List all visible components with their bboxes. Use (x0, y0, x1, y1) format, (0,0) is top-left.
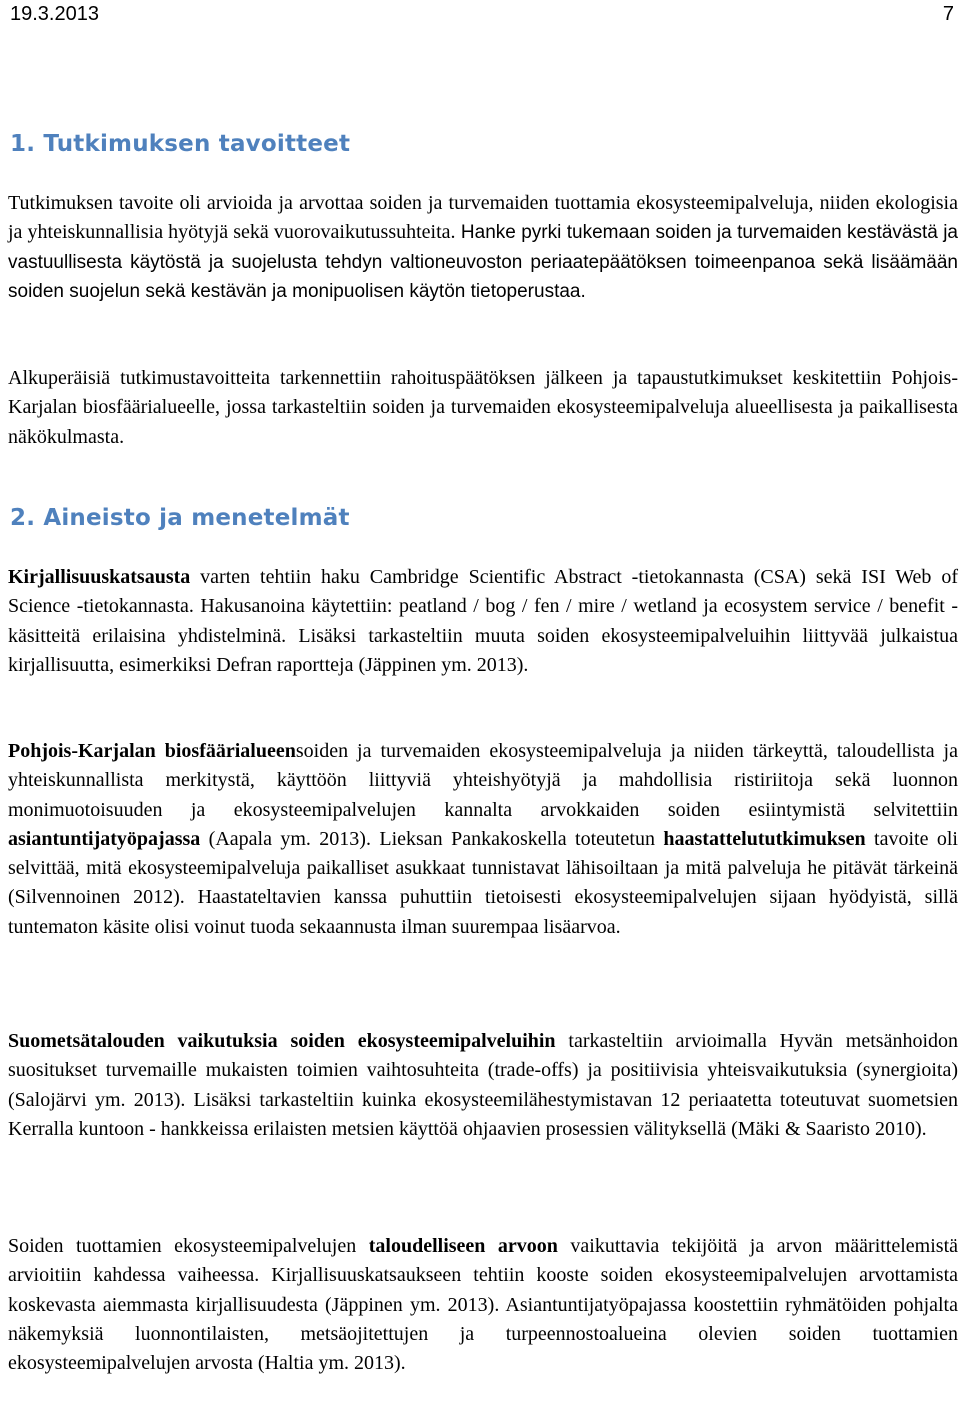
paragraph-original-goals: Alkuperäisiä tutkimustavoitteita tarkennettiin rahoituspäätöksen jälkeen ja tapaustutkimukset keskitettiin Pohjois-Karjalan biosfäärialueelle, jossa tarkasteltiin soiden ja turvemaiden ekosysteemipalveluja alueellisesta ja paikallisesta näkökulmasta. (8, 367, 958, 448)
paragraph-goals (8, 189, 958, 306)
text-economic-value-2: vaikuttavia tekijöitä ja arvon määrittelemistä arvioitiin kahdessa vaiheessa. Kirjallisuuskatsaukseen tehtiin kooste soiden ekosysteemipalvelujen arvottamista koskevasta aiemmasta kirjallisuudesta (Jäppinen ym. 2013). Asiantuntijatyöpajassa koostettiin ryhmätöiden pohjalta näkemyksiä luonnontilaisten, metsäojitettujen ja turpeennostoalueina olevien soiden tuottamien ekosysteemipalvelujen arvosta (Haltia ym. 2013). (8, 1235, 959, 1375)
text-biosphere-area-1: soiden ja turvemaiden ekosysteemipalveluja ja niiden tärkeyttä, taloudellista ja yhteiskunnallista merkitystä, käyttöön liittyviä yhteishyötyjä ja mahdollisia ristiriitoja sekä luonnon monimuotoisuuden ja ekosysteemipalvelujen kannalta arvokkaiden soiden esiintymistä selvitettiin (8, 740, 958, 821)
emphasis-peatland-forestry: Suometsätalouden vaikutuksia soiden ekosysteemipalveluihin (8, 1030, 556, 1052)
text-biosphere-area-3: tavoite oli selvittää, mitä ekosysteemipalveluja paikalliset asukkaat tunnistavat lähisoiltaan ja mitä palveluja he pitävät tärkeinä (Silvennoinen 2012). Haastateltavien kanssa puhuttiin tietoisesti ekosysteemipalvelujen sijaan hyödyistä, sillä tuntematon käsite olisi voinut tuoda sekaannusta ilman suurempaa lisäarvoa. (8, 827, 958, 938)
emphasis-biosphere-area: Pohjois-Karjalan biosfäärialueen (8, 740, 296, 762)
emphasis-expert-workshop: asiantuntijatyöpajassa (8, 827, 201, 850)
text-biosphere-area-2: (Aapala ym. 2013). Lieksan Pankakoskella toteutetun (200, 827, 664, 850)
section-heading-methods: 2. Aineisto ja menetelmät (10, 505, 350, 531)
emphasis-economic-value: taloudelliseen arvoon (368, 1235, 558, 1257)
paragraph-economic-value (8, 1232, 958, 1378)
paragraph-goals-part-a: Tutkimuksen tavoite oli arvioida ja arvottaa soiden ja turvemaiden tuottamia ekosysteemipalveluja, niiden ekologisia ja yhteiskunnallisia hyötyjä sekä vuorovaikutussuhteita. (8, 192, 958, 244)
paragraph-goals-part-b: Hanke pyrki tukemaan soiden ja turvemaiden kestävästä ja vastuullisesta käytöstä ja suojelusta tehdyn valtioneuvoston periaatepäätöksen toimeenpanoa sekä lisäämään soiden suojelun sekä kestävän ja monipuolisen käytön tietoperustaa. (8, 222, 959, 302)
emphasis-interview-study: haastattelututkimuksen (663, 827, 866, 850)
emphasis-literature-review: Kirjallisuuskatsausta (8, 566, 191, 588)
page-number: 7 (942, 3, 954, 25)
paragraph-peatland-forestry (8, 1027, 958, 1144)
text-peatland-forestry: tarkasteltiin arvioimalla Hyvän metsänhoidon suositukset turvemaille mukaisten toimien vaihtosuhteita (trade-offs) ja positiivisia yhteisvaikutuksia (synergioita) (Salojärvi ym. 2013). Lisäksi tarkasteltiin kuinka ekosysteemilähestymistavan 12 periaatetta toteutuvat suometsien Kerralla kuntoon - hankkeissa erilaisten metsien käyttöä ohjaavien prosessien välityksellä (Mäki & Saaristo 2010). (8, 1030, 958, 1140)
text-literature-review: varten tehtiin haku Cambridge Scientific Abstract -tietokannasta (CSA) sekä ISI Web of Science -tietokannasta. Hakusanoina käytettiin: peatland / bog / fen / mire / wetland ja ecosystem service / benefit -käsitteitä erilaisina yhdistelminä. Lisäksi tarkasteltiin muuta soiden ekosysteemipalveluihin liittyvää julkaistua kirjallisuutta, esimerkiksi Defran raportteja (Jäppinen ym. 2013). (8, 566, 958, 676)
text-economic-value-1: Soiden tuottamien ekosysteemipalvelujen (8, 1235, 369, 1257)
paragraph-biosphere-area (8, 737, 958, 942)
header-date: 19.3.2013 (10, 3, 99, 25)
section-heading-goals: 1. Tutkimuksen tavoitteet (10, 131, 351, 157)
paragraph-literature-review (8, 563, 958, 680)
page-header (10, 2, 954, 26)
